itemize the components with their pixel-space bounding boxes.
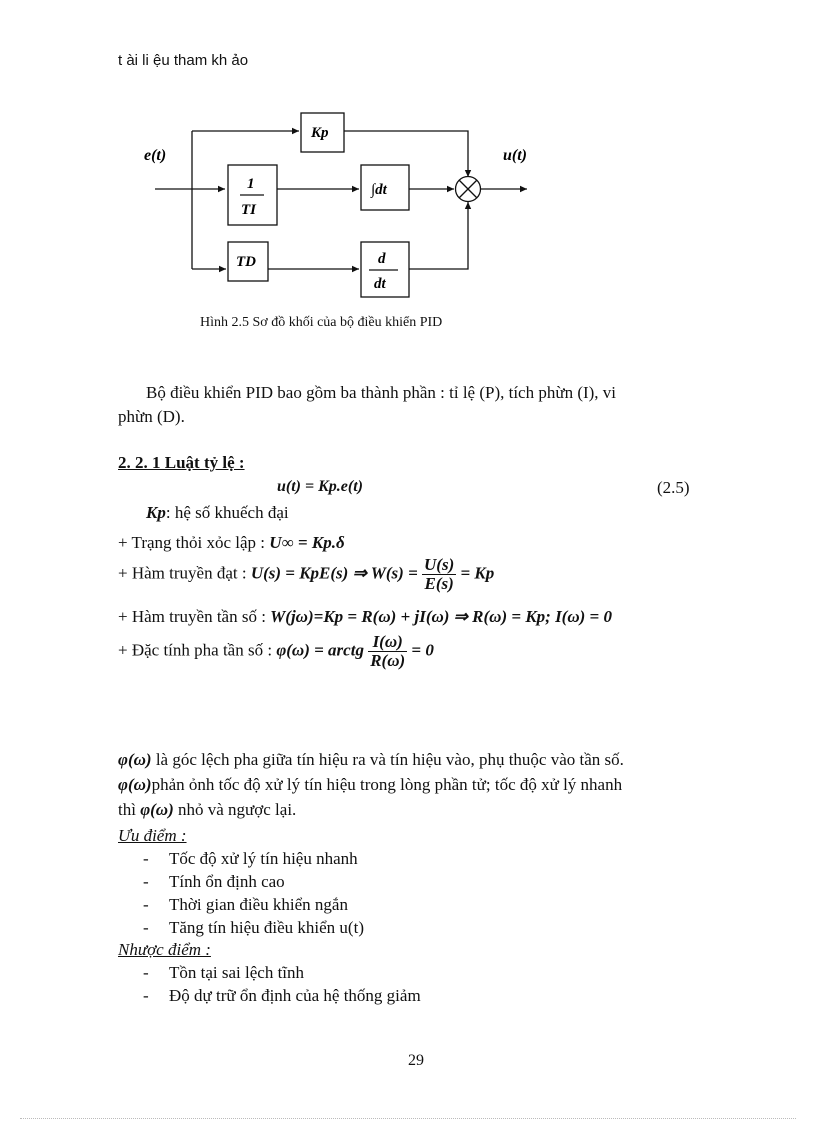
- steady-state-line: + Trạng thỏi xỏc lập : U∞ = Kp.δ: [118, 533, 345, 552]
- section-heading: 2. 2. 1 Luật tỷ lệ :: [118, 453, 245, 472]
- deriv-denominator: dt: [374, 276, 386, 292]
- main-equation: u(t) = Kp.e(t): [277, 478, 363, 495]
- transfer-function-line: + Hàm truyền đạt : U(s) = KpE(s) ⇒ W(s) = $\frac{U(s)}{E(s)}$ = Kp: [118, 555, 495, 593]
- ti-numerator: 1: [247, 176, 255, 192]
- td-label: TD: [236, 254, 256, 270]
- disadvantages-title: Nhược điểm :: [118, 940, 211, 959]
- phase-line-1: φ(ω) là góc lệch pha giữa tín hiệu ra và tín hiệu vào, phụ thuộc vào tần số.: [118, 750, 624, 769]
- page-header: t ài li ệu tham kh ảo: [118, 52, 249, 69]
- list-item: - Tốc độ xử lý tín hiệu nhanh: [143, 849, 358, 868]
- advantages-title: Ưu điểm :: [118, 826, 187, 845]
- kp-description: Kp: hệ số khuếch đại: [146, 503, 289, 522]
- list-item: - Thời gian điều khiển ngắn: [143, 895, 348, 914]
- figure-caption: Hình 2.5 Sơ đồ khối của bộ điều khiển PID: [200, 315, 443, 330]
- list-item: - Tồn tại sai lệch tĩnh: [143, 963, 305, 982]
- kp-to-sum-line: [344, 131, 468, 176]
- integral-label: ∫dt: [371, 182, 387, 198]
- steady-state-equation: U∞ = Kp.δ: [269, 533, 345, 552]
- output-label: u(t): [503, 147, 527, 164]
- deriv-numerator: d: [378, 251, 386, 267]
- list-item: - Độ dự trữ ổn định của hệ thống giảm: [143, 986, 421, 1005]
- pid-block-diagram: [0, 0, 816, 340]
- kp-label: Kp: [311, 125, 329, 141]
- phase-line-2: φ(ω)phản ỏnh tốc độ xử lý tín hiệu trong lòng phần tử; tốc độ xử lý nhanh: [118, 775, 623, 794]
- list-item: - Tăng tín hiệu điều khiển u(t): [143, 918, 364, 937]
- page-bottom-rule: [20, 1118, 796, 1119]
- intro-line-2: phừn (D).: [118, 407, 185, 426]
- phase-line-3: thì φ(ω) nhỏ và ngược lại.: [118, 800, 297, 819]
- intro-line-1: Bộ điều khiển PID bao gồm ba thành phần : tỉ lệ (P), tích phừn (I), vi: [146, 383, 617, 402]
- deriv-to-sum-line: [409, 203, 468, 269]
- page-number: 29: [408, 1052, 424, 1069]
- kp-symbol: Kp: [146, 503, 166, 522]
- equation-number: (2.5): [657, 478, 690, 497]
- phase-characteristic-line: + Đặc tính pha tần số : φ(ω) = arctg $\frac{I(\omega)}{R(\omega)}$ = 0: [118, 632, 434, 670]
- ti-denominator: TI: [241, 202, 256, 218]
- frequency-response-line: + Hàm truyền tần số : W(jω)=Kp = R(ω) + jI(ω) ⇒ R(ω) = Kp; I(ω) = 0: [118, 607, 612, 626]
- input-label: e(t): [144, 147, 167, 164]
- frequency-response-equation: W(jω)=Kp = R(ω) + jI(ω) ⇒ R(ω) = Kp; I(ω) = 0: [270, 607, 612, 626]
- transfer-fraction: $\frac{U(s)}{E(s)}$: [424, 555, 455, 593]
- list-item: - Tính ổn định cao: [143, 872, 285, 891]
- phase-fraction: $\frac{I(\omega)}{R(\omega)}$: [370, 632, 406, 670]
